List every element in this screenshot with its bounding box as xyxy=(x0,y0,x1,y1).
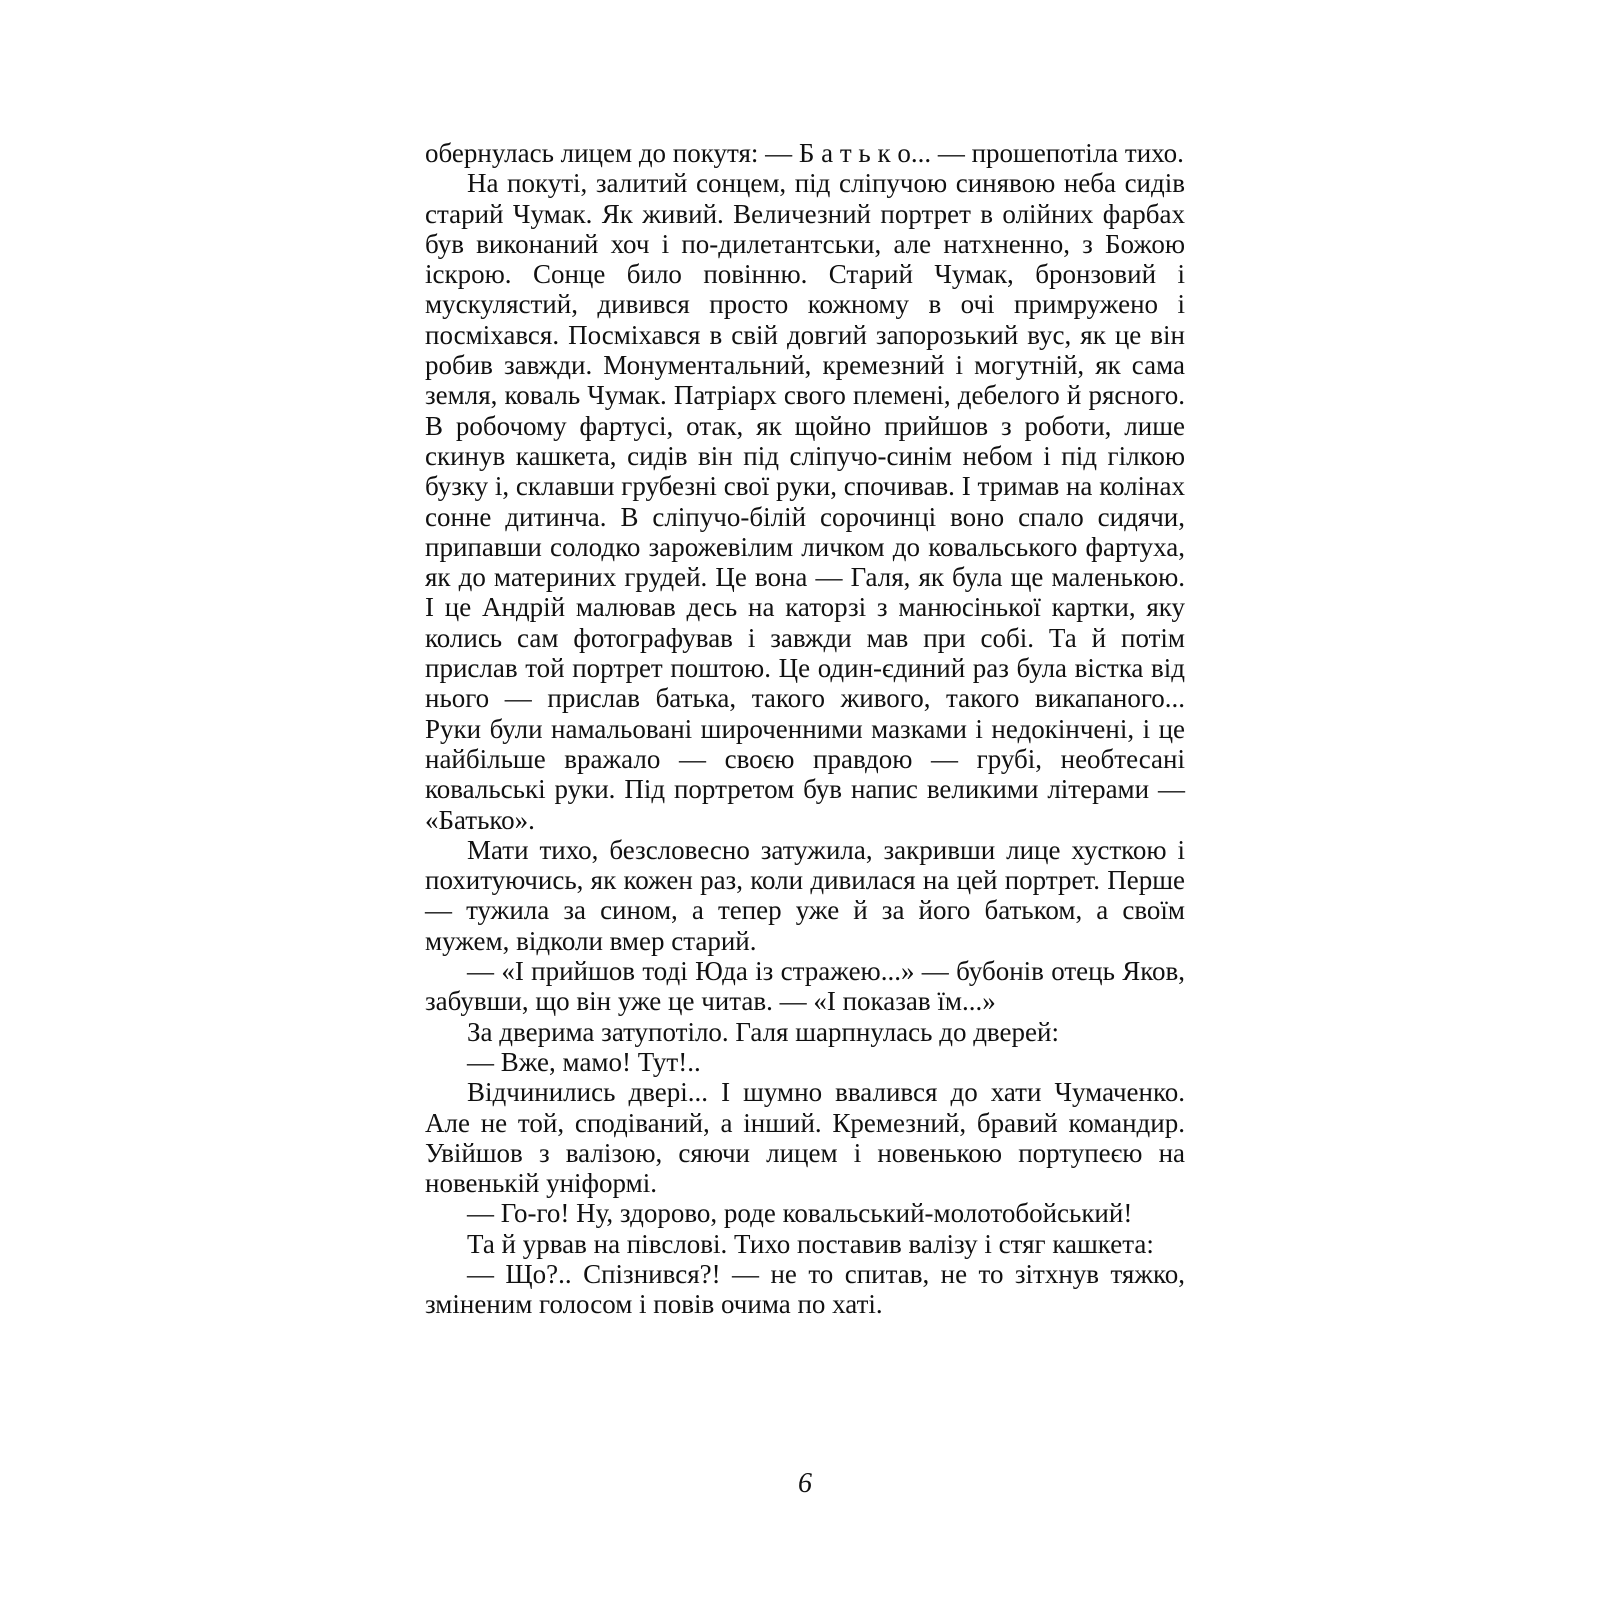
page-number: 6 xyxy=(798,1468,812,1499)
paragraph: Та й урвав на півслові. Тихо поставив валізу і стяг кашкета: xyxy=(467,1228,1154,1259)
paragraph: обернулась лицем до покутя: — Б а т ь к о... — прошепотіла тихо. xyxy=(425,138,1184,168)
paragraph: Мати тихо, безсловесно затужила, закривши лице хусткою і похитуючись, як кожен раз, коли дивилася на цей портрет. Перше — тужила за сином, а тепер уже й за його батьком, а своїм мужем, відколи вмер старий. xyxy=(425,834,1185,956)
paragraph: За дверима затупотіло. Галя шарпнулась до дверей: xyxy=(467,1016,1059,1047)
paragraph: На покуті, залитий сонцем, під сліпучою синявою неба сидів старий Чумак. Як живий. Величезний портрет в олійних фарбах був виконаний хоч і по-дилетантськи, але натхненно, з Божою іскрою. Сонце било повінню. Старий Чумак, бронзовий і мускулястий, дивився просто кожному в очі примружено і посміхався. Посміхався в свій довгий запорозький вус, як це він робив завжди. Монументальний, кремезний і могутній, як сама земля, коваль Чумак. Патріарх свого племені, дебелого й рясного. В робочому фартусі, отак, як щойно прийшов з роботи, лише скинув кашкета, сидів він під сліпучо-синім небом і під гілкою бузку і, склавши грубезні свої руки, спочивав. І тримав на колінах сонне дитинча. В сліпучо-білій сорочинці воно спало сидячи, припавши солодко зарожевілим личком до ковальського фартуха, як до материних грудей. Це вона — Галя, як була ще маленькою. І це Андрій малював десь на каторзі з манюсінької картки, яку колись сам фотографував і завжди мав при собі. Та й потім прислав той портрет поштою. Це один-єдиний раз була вістка від нього — прислав батька, такого живого, такого викапаного... Руки були намальовані широченними мазками і недокінчені, і це найбільше вражало — своєю правдою — грубі, необтесані ковальські руки. Під портретом був напис великими літерами — «Батько». xyxy=(425,168,1185,835)
paragraph: — Вже, мамо! Тут!.. xyxy=(467,1046,701,1077)
paragraph: Відчинились двері... І шумно ввалився до хати Чумаченко. Але не той, сподіваний, а інший. Кремезний, бравий командир. Увійшов з валізою, сяючи лицем і новенькою портупеєю на новенькій уніформі. xyxy=(425,1077,1185,1199)
paragraph: — Го-го! Ну, здорово, роде ковальський-молотобойський! xyxy=(467,1198,1133,1229)
page-body xyxy=(425,138,1185,1320)
paragraph: — Що?.. Спізнився?! — не то спитав, не то зітхнув тяжко, зміненим голосом і повів очима по хаті. xyxy=(425,1258,1185,1320)
paragraph: — «І прийшов тоді Юда із стражею...» — бубонів отець Яков, забувши, що він уже це читав. — «І показав їм...» xyxy=(425,956,1185,1017)
